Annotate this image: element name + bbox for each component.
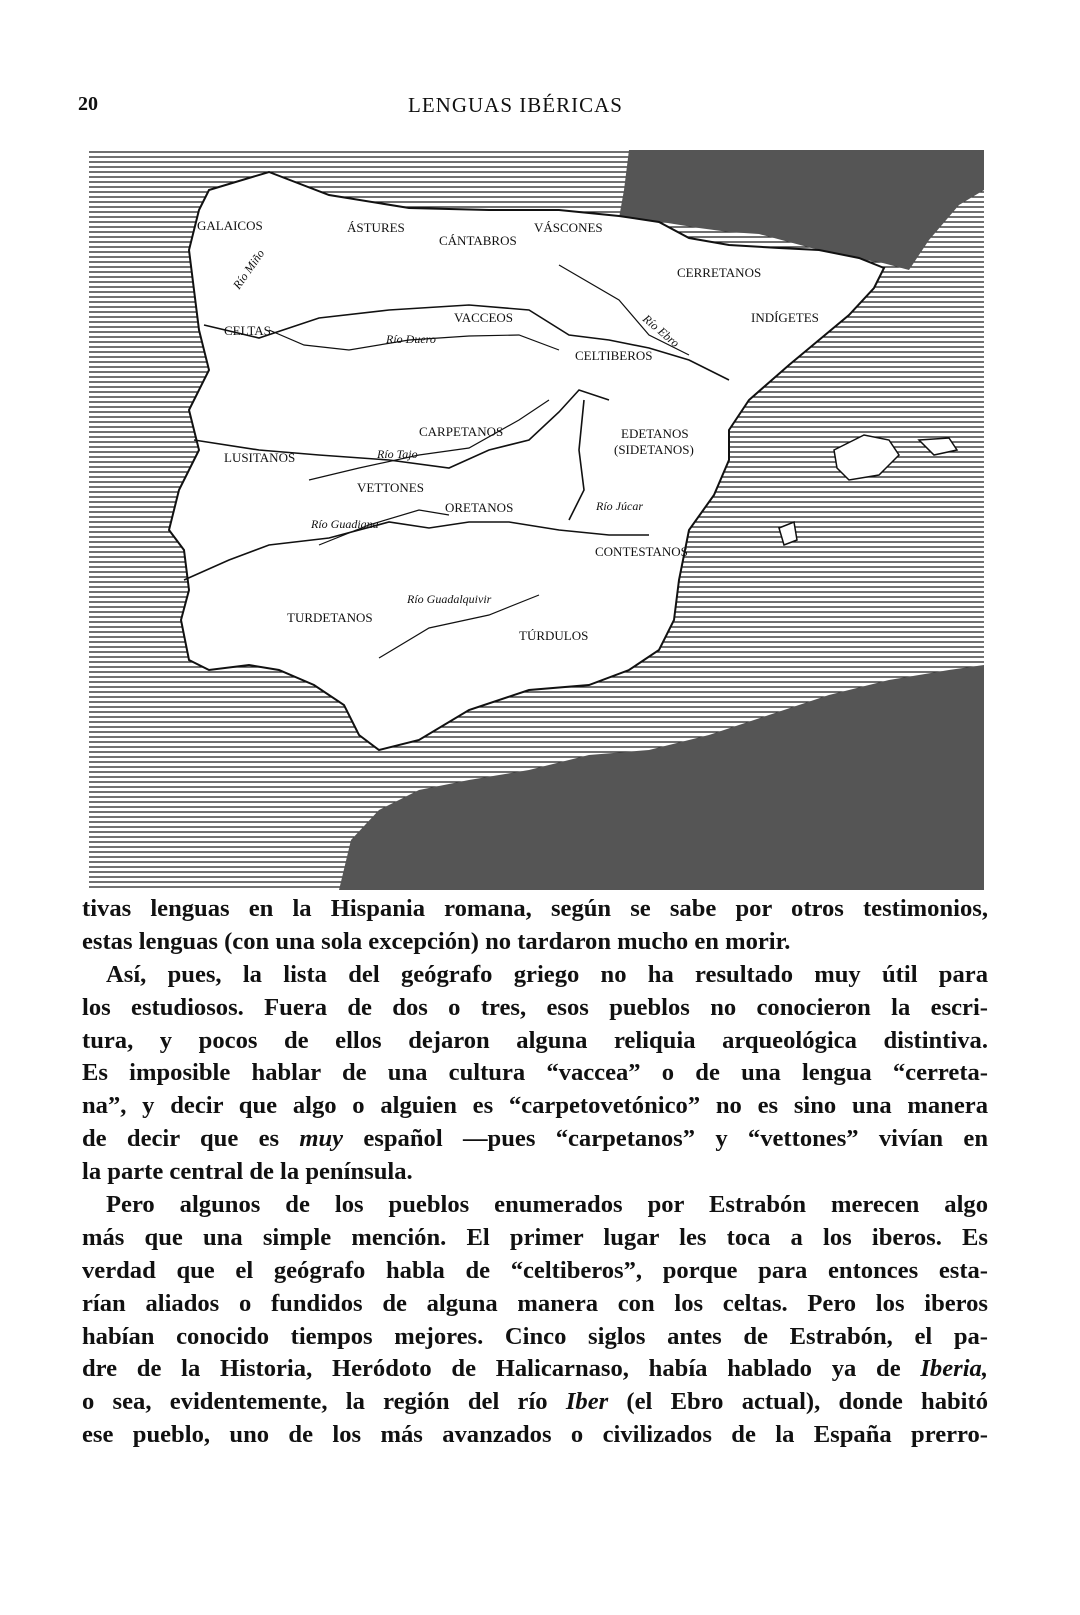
text-line [82,1353,988,1386]
label-rio-guadalquivir: Río Guadalquivir [407,592,492,606]
text-line: tura, y pocos de ellos dejaron alguna reliquia arqueológica distintiva. [82,1026,988,1054]
text-line: tivas lenguas en la Hispania romana, según se sabe por otros testimonios, [82,895,988,922]
label-turdulos: TÚRDULOS [519,628,589,643]
text-line [82,1123,988,1156]
label-sidetanos: (SIDETANOS) [614,442,694,457]
text-run: de decir que es [82,1125,300,1153]
text-line: Pero algunos de los pueblos enumerados por Estrabón merecen algo [106,1191,988,1219]
running-title: LENGUAS IBÉRICAS [408,93,623,117]
text-line [82,1386,988,1419]
map-figure [89,150,984,890]
label-cantabros: CÁNTABROS [439,233,517,248]
text-line: verdad que el geógrafo habla de “celtiberos”, porque para entonces esta- [82,1256,988,1284]
label-edetanos: EDETANOS [621,426,689,441]
label-celtas: CELTAS [224,323,271,338]
label-astures: ÁSTURES [347,220,405,235]
label-rio-mino: Río Miño [229,246,268,292]
text-run: dre de la Historia, Heródoto de Halicarnaso, había hablado ya de [82,1355,921,1383]
label-rio-jucar: Río Júcar [596,499,643,513]
text-line: Así, pues, la lista del geógrafo griego no ha resultado muy útil para [106,960,988,988]
label-rio-guadiana: Río Guadiana [311,517,379,531]
text-line: na”, y decir que algo o alguien es “carpetovetónico” no es sino una manera [82,1092,988,1120]
text-line: estas lenguas (con una sola excepción) no tardaron mucho en morir. [82,927,791,955]
text-line: la parte central de la península. [82,1158,413,1186]
label-indigetes: INDÍGETES [751,310,819,325]
label-carpetanos: CARPETANOS [419,424,504,439]
label-vascones: VÁSCONES [534,220,603,235]
text-run: (el Ebro actual), donde habitó [608,1388,988,1416]
label-vacceos: VACCEOS [454,310,514,325]
label-galaicos: GALAICOS [197,218,263,233]
label-rio-ebro: Río Ebro [640,311,683,351]
text-run: español —pues “carpetanos” y “vettones” vivían en [343,1125,988,1153]
iberia-map [89,150,984,890]
text-line: Es imposible hablar de una cultura “vaccea” o de una lengua “cerreta- [82,1059,988,1087]
text-line: rían aliados o fundidos de alguna manera con los celtas. Pero los iberos [82,1289,988,1317]
label-rio-tajo: Río Tajo [377,447,418,461]
text-line: los estudiosos. Fuera de dos o tres, esos pueblos no conocieron la escri- [82,993,988,1021]
text-line: más que una simple mención. El primer lugar les toca a los iberos. Es [82,1223,988,1251]
label-cerretanos: CERRETANOS [677,265,762,280]
label-celtiberos: CELTIBEROS [575,348,653,363]
label-lusitanos: LUSITANOS [224,450,296,465]
text-emphasis: muy [299,1125,344,1153]
page-number: 20 [78,93,98,115]
label-vettones: VETTONES [357,480,424,495]
text-line: ese pueblo, uno de los más avanzados o civilizados de la España prerro- [82,1421,988,1449]
label-rio-duero: Río Duero [386,332,436,346]
label-contestanos: CONTESTANOS [595,544,688,559]
label-oretanos: ORETANOS [445,500,514,515]
text-line: habían conocido tiempos mejores. Cinco siglos antes de Estrabón, el pa- [82,1322,988,1350]
body-text [82,893,988,1452]
page-header [78,93,978,123]
text-emphasis: Iber [565,1388,609,1416]
text-run: o sea, evidentemente, la región del río [82,1388,566,1416]
label-turdetanos: TURDETANOS [287,610,373,625]
text-emphasis: Iberia, [920,1355,988,1383]
